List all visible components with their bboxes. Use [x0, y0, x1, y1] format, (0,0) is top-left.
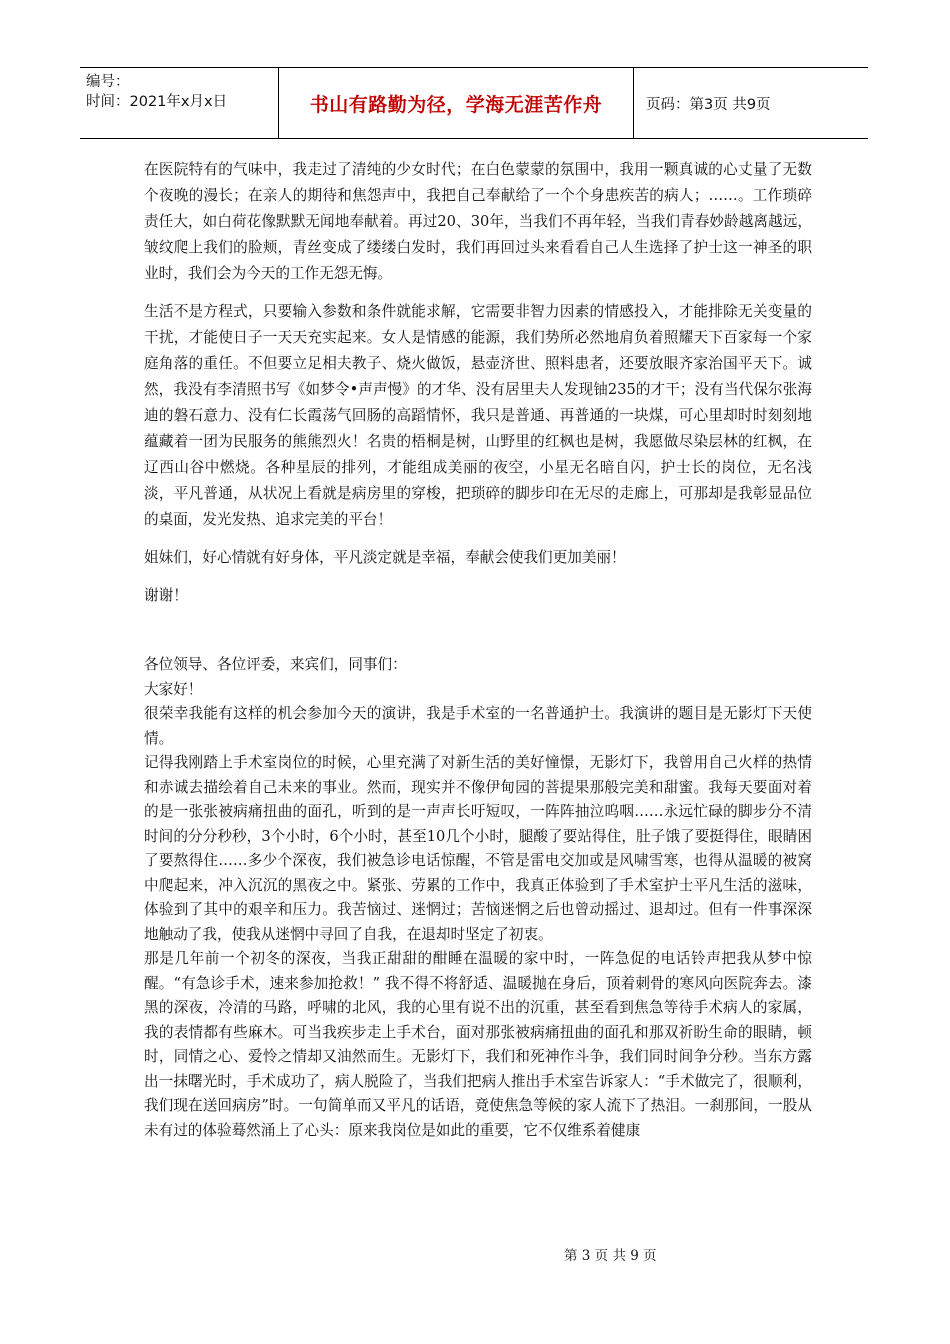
document-number: 编号： — [86, 74, 130, 90]
speech-section-1 — [144, 157, 812, 609]
header-page-number: 页码：第3页 共9页 — [646, 96, 771, 113]
salutation: 各位领导、各位评委，来宾们，同事们： — [144, 656, 407, 673]
paragraph: 在医院特有的气味中，我走过了清纯的少女时代；在白色蒙蒙的氛围中，我用一颗真诚的心丈量了无数个夜晚的漫长；在亲人的期待和焦怨声中，我把自己奉献给了一个个身患疾苦的病人；……。工作琐碎责任大，如白荷花像默默无闻地奉献着。再过20、30年，当我们不再年轻，当我们青春妙龄越离越远，皱纹爬上我们的脸颊，青丝变成了缕缕白发时，我们再回过头来看看自己人生选择了护士这一神圣的职业时，我们会为今天的工作无怨无悔。 — [144, 161, 812, 282]
paragraph: 生活不是方程式，只要输入参数和条件就能求解，它需要非智力因素的情感投入，才能排除无关变量的干扰，才能使日子一天天充实起来。女人是情感的能源，我们势所必然地肩负着照耀天下百家每一个家庭角落的重任。不但要立足相夫教子、烧火做饭，悬壶济世、照料患者，还要放眼齐家治国平天下。诚然，我没有李清照书写《如梦令•声声慢》的才华、没有居里夫人发现铀235的才干；没有当代保尔张海迪的磐石意力、没有仁长霞荡气回肠的高蹈情怀，我只是普通、再普通的一块煤，可心里却时时刻刻地蕴藏着一团为民服务的熊熊烈火！名贵的梧桐是树，山野里的红枫也是树，我愿做尽染层林的红枫，在辽西山谷中燃烧。各种星辰的排列，才能组成美丽的夜空，小星无名暗自闪，护士长的岗位，无名浅淡，平凡普通，从状况上看就是病房里的穿梭，把琐碎的脚步印在无尽的走廊上，可那却是我彰显品位的桌面，发光发热、追求完美的平台！ — [144, 303, 812, 528]
paragraph: 姐妹们，好心情就有好身体，平凡淡定就是幸福，奉献会使我们更加美丽！ — [144, 549, 626, 566]
header-meta — [80, 68, 279, 138]
paragraph: 谢谢！ — [144, 587, 188, 604]
page-footer: 第 3 页 共 9 页 — [564, 1248, 657, 1264]
document-body — [144, 157, 812, 1143]
greeting: 大家好！ — [144, 680, 203, 698]
page-header — [80, 67, 868, 139]
speech-section-2 — [144, 653, 812, 1143]
document-date: 时间：2021年x月x日 — [86, 94, 228, 110]
header-motto: 书山有路勤为径，学海无涯苦作舟 — [279, 68, 634, 138]
paragraph: 记得我刚踏上手术室岗位的时候，心里充满了对新生活的美好憧憬，无影灯下，我曾用自己火样的热情和赤诚去描绘着自己未来的事业。然而，现实并不像伊甸园的菩提果那般完美和甜蜜。我每天要面对着的是一张张被病痛扭曲的面孔，听到的是一声声长吁短叹，一阵阵抽泣呜咽……永远忙碌的脚步分不清时间的分分秒秒，3个小时，6个小时，甚至10几个小时，腿酸了要站得住，肚子饿了要挺得住，眼睛困了要熬得住……多少个深夜，我们被急诊电话惊醒，不管是雷电交加或是风啸雪寒，也得从温暖的被窝中爬起来，冲入沉沉的黑夜之中。紧张、劳累的工作中，我真正体验到了手术室护士平凡生活的滋味，体验到了其中的艰辛和压力。我苦恼过、迷惘过；苦恼迷惘之后也曾动摇过、退却过。但有一件事深深地触动了我，使我从迷惘中寻回了自我，在退却时坚定了初衷。 — [144, 754, 812, 943]
paragraph: 很荣幸我能有这样的机会参加今天的演讲，我是手术室的一名普通护士。我演讲的题目是无影灯下天使情。 — [144, 705, 812, 747]
paragraph: 那是几年前一个初冬的深夜，当我正甜甜的酣睡在温暖的家中时，一阵急促的电话铃声把我从梦中惊醒。“有急诊手术，速来参加抢救！” 我不得不将舒适、温暖抛在身后，顶着刺骨的寒风向医院奔去。漆黑的深夜，冷清的马路，呼啸的北风，我的心里有说不出的沉重，甚至看到焦急等待手术病人的家属，我的表情都有些麻木。可当我疾步走上手术台，面对那张被病痛扭曲的面孔和那双祈盼生命的眼睛，顿时，同情之心、爱怜之情却又油然而生。无影灯下，我们和死神作斗争，我们同时间争分秒。当东方露出一抹曙光时，手术成功了，病人脱险了，当我们把病人推出手术室告诉家人：“手术做完了，很顺利，我们现在送回病房”时。一句简单而又平凡的话语，竟使焦急等候的家人流下了热泪。一刹那间，一股从未有过的体验蓦然涌上了心头：原来我岗位是如此的重要，它不仅维系着健康 — [144, 950, 812, 1139]
